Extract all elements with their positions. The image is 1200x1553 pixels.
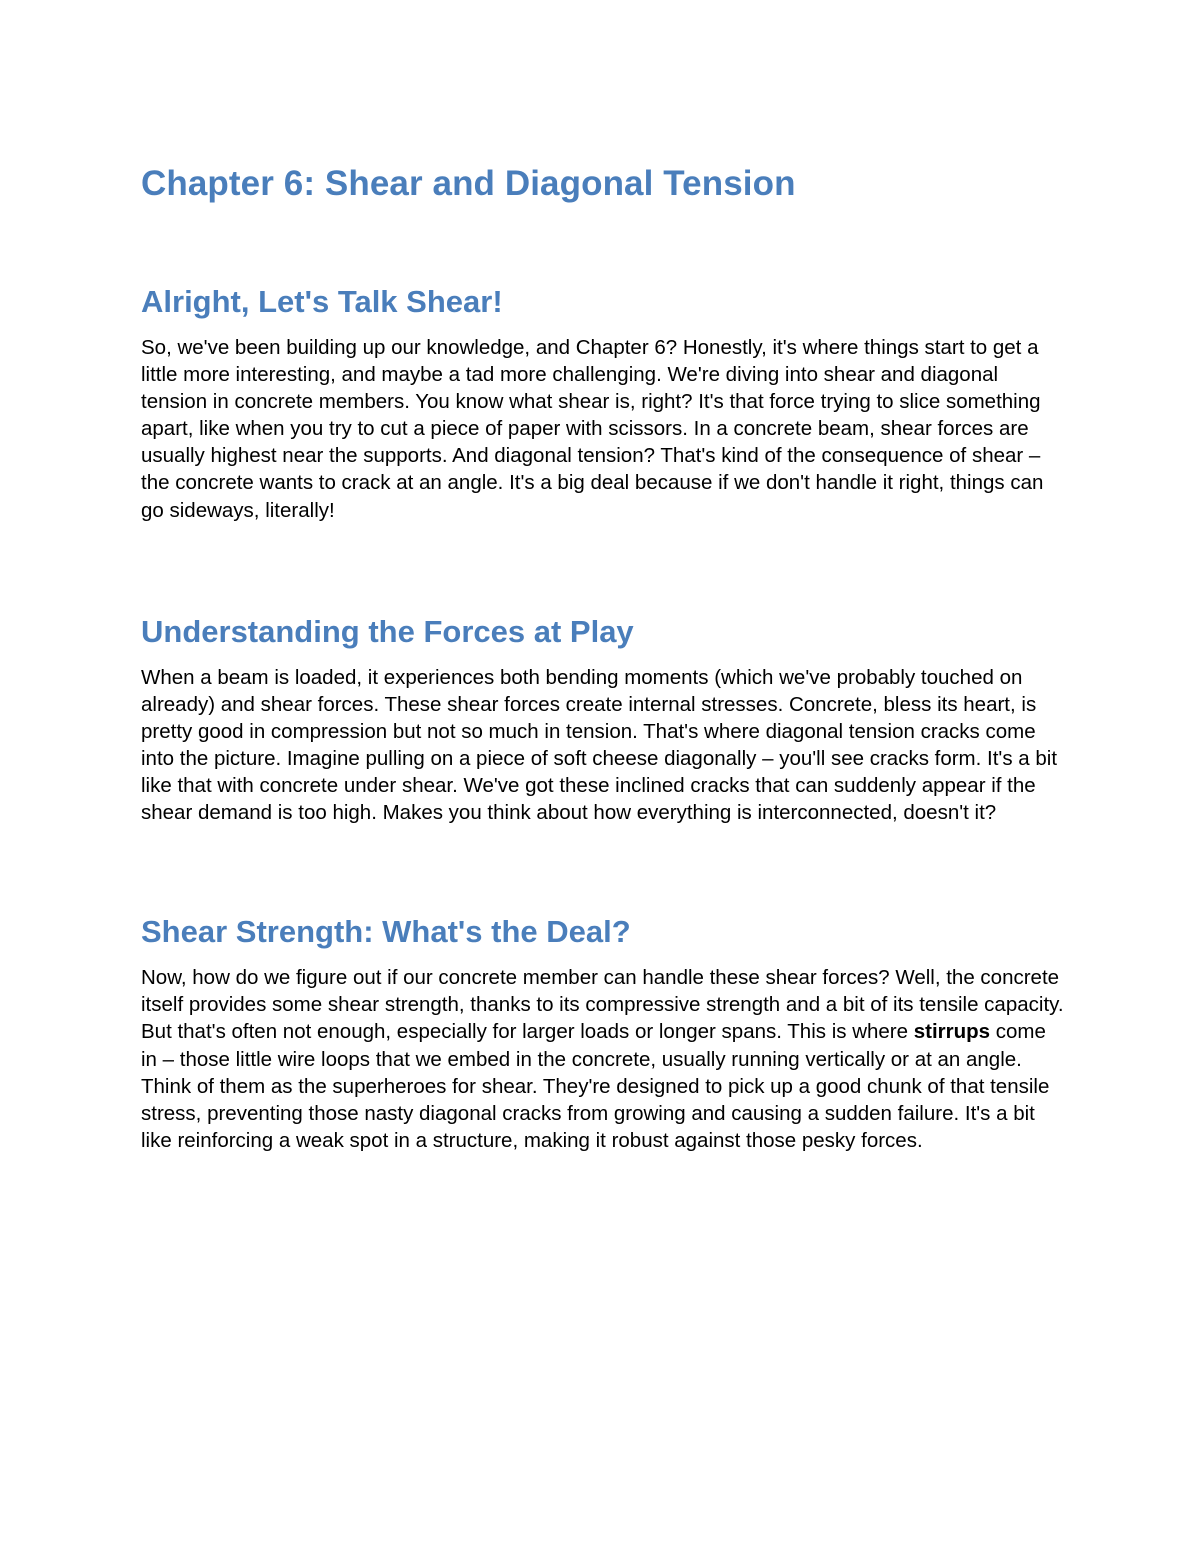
body-text-segment: come in – those little wire loops that we embed in the concrete, usually running vertically or at an angle. Think of them as the superheroes for shear. They're designed to pick up a good chunk of that tensile stress, preventing those nasty diagonal cracks from growing and causing a sudden failure. It's a bit like reinforcing a weak spot in a structure, making it robust against those pesky forces. [141, 1020, 1050, 1152]
section-body-strength [141, 964, 1066, 1154]
section-body-forces: When a beam is loaded, it experiences both bending moments (which we've probably touched on already) and shear forces. These shear forces create internal stresses. Concrete, bless its heart, is pretty good in compression but not so much in tension. That's where diagonal tension cracks come into the picture. Imagine pulling on a piece of soft cheese diagonally – you'll see cracks form. It's a bit like that with concrete under shear. We've got these inclined cracks that can suddenly appear if the shear demand is too high. Makes you think about how everything is interconnected, doesn't it? [141, 665, 1058, 825]
stirrups-term: stirrups [913, 1020, 991, 1044]
document-content [141, 158, 1066, 1154]
section-heading-intro: Alright, Let's Talk Shear! [141, 284, 503, 319]
page-title: Chapter 6: Shear and Diagonal Tension [141, 164, 796, 203]
body-text-segment: Now, how do we figure out if our concrete member can handle these shear forces? Well, the concrete itself provides some shear strength, thanks to its compressive strength and a bit of its tensile capacity. But that's often not enough, especially for larger loads or longer spans. This is where [141, 966, 1064, 1044]
section-body-intro: So, we've been building up our knowledge, and Chapter 6? Honestly, it's where things start to get a little more interesting, and maybe a tad more challenging. We're diving into shear and diagonal tension in concrete members. You know what shear is, right? It's that force trying to slice something apart, like when you try to cut a piece of paper with scissors. In a concrete beam, shear forces are usually highest near the supports. And diagonal tension? That's kind of the consequence of shear – the concrete wants to crack at an angle. It's a big deal because if we don't handle it right, things can go sideways, literally! [141, 336, 1044, 522]
section-heading-strength: Shear Strength: What's the Deal? [141, 914, 631, 950]
section-heading-forces: Understanding the Forces at Play [141, 613, 634, 649]
